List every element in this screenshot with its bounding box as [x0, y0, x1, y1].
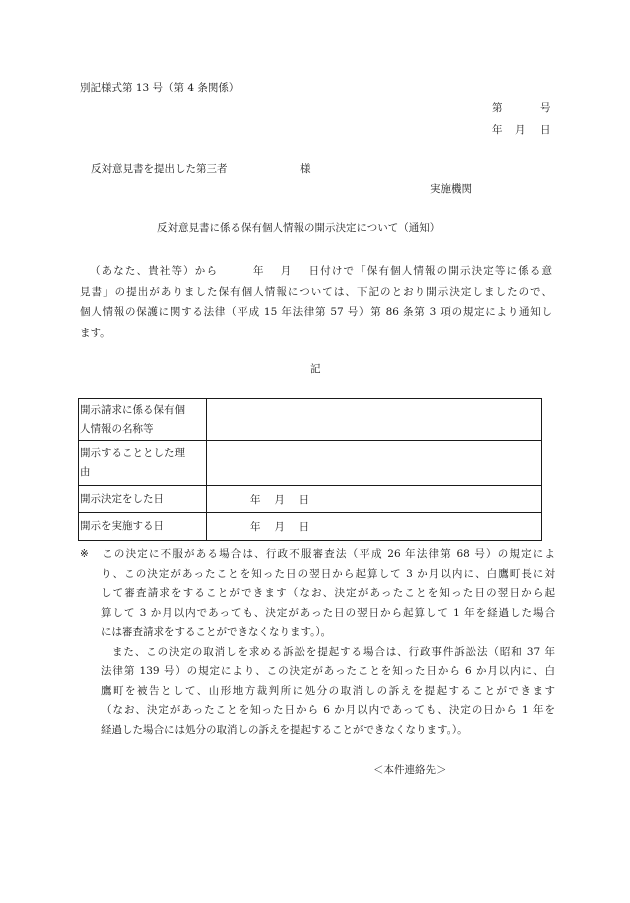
table-value-cell [207, 441, 542, 486]
table-label-cell [79, 399, 207, 441]
table-label-cell [79, 513, 207, 541]
table-label: 開示することとした理 [80, 447, 185, 459]
note-line: （なお、決定があったことを知った日から 6 か月以内であっても、決定の日から 1 年を [101, 704, 555, 716]
intro-line: 個人情報の保護に関する法律（平成 15 年法律第 57 号）第 86 条第 3 項の規定により通知し [80, 306, 552, 318]
table-row [79, 486, 542, 513]
intro-paragraph [80, 261, 552, 343]
note-line: して審査請求をすることができます（なお、決定があったことを知った日の翌日から起 [101, 587, 555, 599]
table-label-cell [79, 486, 207, 513]
table-label: 開示を実施する日 [80, 520, 164, 532]
table-value-cell [207, 399, 542, 441]
table-label: 由 [80, 466, 91, 478]
issuer: 実施機関 [430, 183, 472, 195]
table-row [79, 441, 542, 486]
table-label: 開示決定をした日 [80, 492, 164, 505]
ki-heading: 記 [310, 363, 321, 375]
note-line: また、この決定の取消しを求める訴訟を提起する場合は、行政事件訴訟法（昭和 37 年 [112, 645, 555, 658]
table-label: 人情報の名称等 [80, 422, 154, 435]
notes-section [80, 545, 555, 740]
contact-label: ＜本件連絡先＞ [373, 764, 447, 776]
date-day: 日 [540, 124, 551, 136]
note-line [80, 545, 555, 565]
disclosure-table [78, 398, 542, 541]
addressee: 反対意見書を提出した第三者 [91, 163, 228, 175]
document-title: 反対意見書に係る保有個人情報の開示決定について（通知） [157, 222, 441, 234]
note-line: 経過した場合には処分の取消しの訴えを提起することができなくなります。）。 [101, 723, 468, 736]
note-line: には審査請求をすることができなくなります。）。 [101, 626, 332, 638]
intro-line: ます。 [80, 326, 111, 339]
note-text: この決定に不服がある場合は、行政不服審査法（平成 26 年法律第 68 号）の規定によ [101, 548, 555, 560]
note-line: 算して 3 か月以内であっても、決定があった日の翌日から起算して 1 年を経過した場合 [101, 606, 555, 619]
table-row [79, 513, 542, 541]
note-mark: ※ [80, 548, 89, 560]
date-year: 年 [492, 124, 503, 136]
form-label: 別記様式第 13 号（第 4 条関係） [80, 82, 240, 94]
addressee-honorific: 様 [300, 163, 311, 175]
document-number-suffix: 号 [540, 102, 551, 114]
intro-line: （あなた、貴社等）から 年 月 日付けで「保有個人情報の開示決定等に係る意 [90, 265, 552, 277]
intro-line: 見書」の提出がありました保有個人情報については、下記のとおり開示決定しましたので、 [80, 285, 552, 298]
document-number-prefix: 第 [492, 102, 503, 114]
note-line: 鷹町を被告として、山形地方裁判所に処分の取消しの訴えを提起することができます [101, 684, 555, 697]
table-label-cell [79, 441, 207, 486]
table-value-cell [207, 513, 542, 541]
note-line: 法律第 139 号）の規定により、この決定があったことを知った日から 6 か月以内に、白 [101, 665, 555, 677]
table-value-cell [207, 486, 542, 513]
date-month: 月 [515, 124, 526, 136]
note-line: り、この決定があったことを知った日の翌日から起算して 3 か月以内に、白鷹町長に対 [101, 567, 555, 580]
implementation-date: 年 月 日 [250, 521, 310, 533]
table-row [79, 399, 542, 441]
decision-date: 年 月 日 [250, 493, 310, 506]
table-label: 開示請求に係る保有個 [80, 403, 185, 416]
